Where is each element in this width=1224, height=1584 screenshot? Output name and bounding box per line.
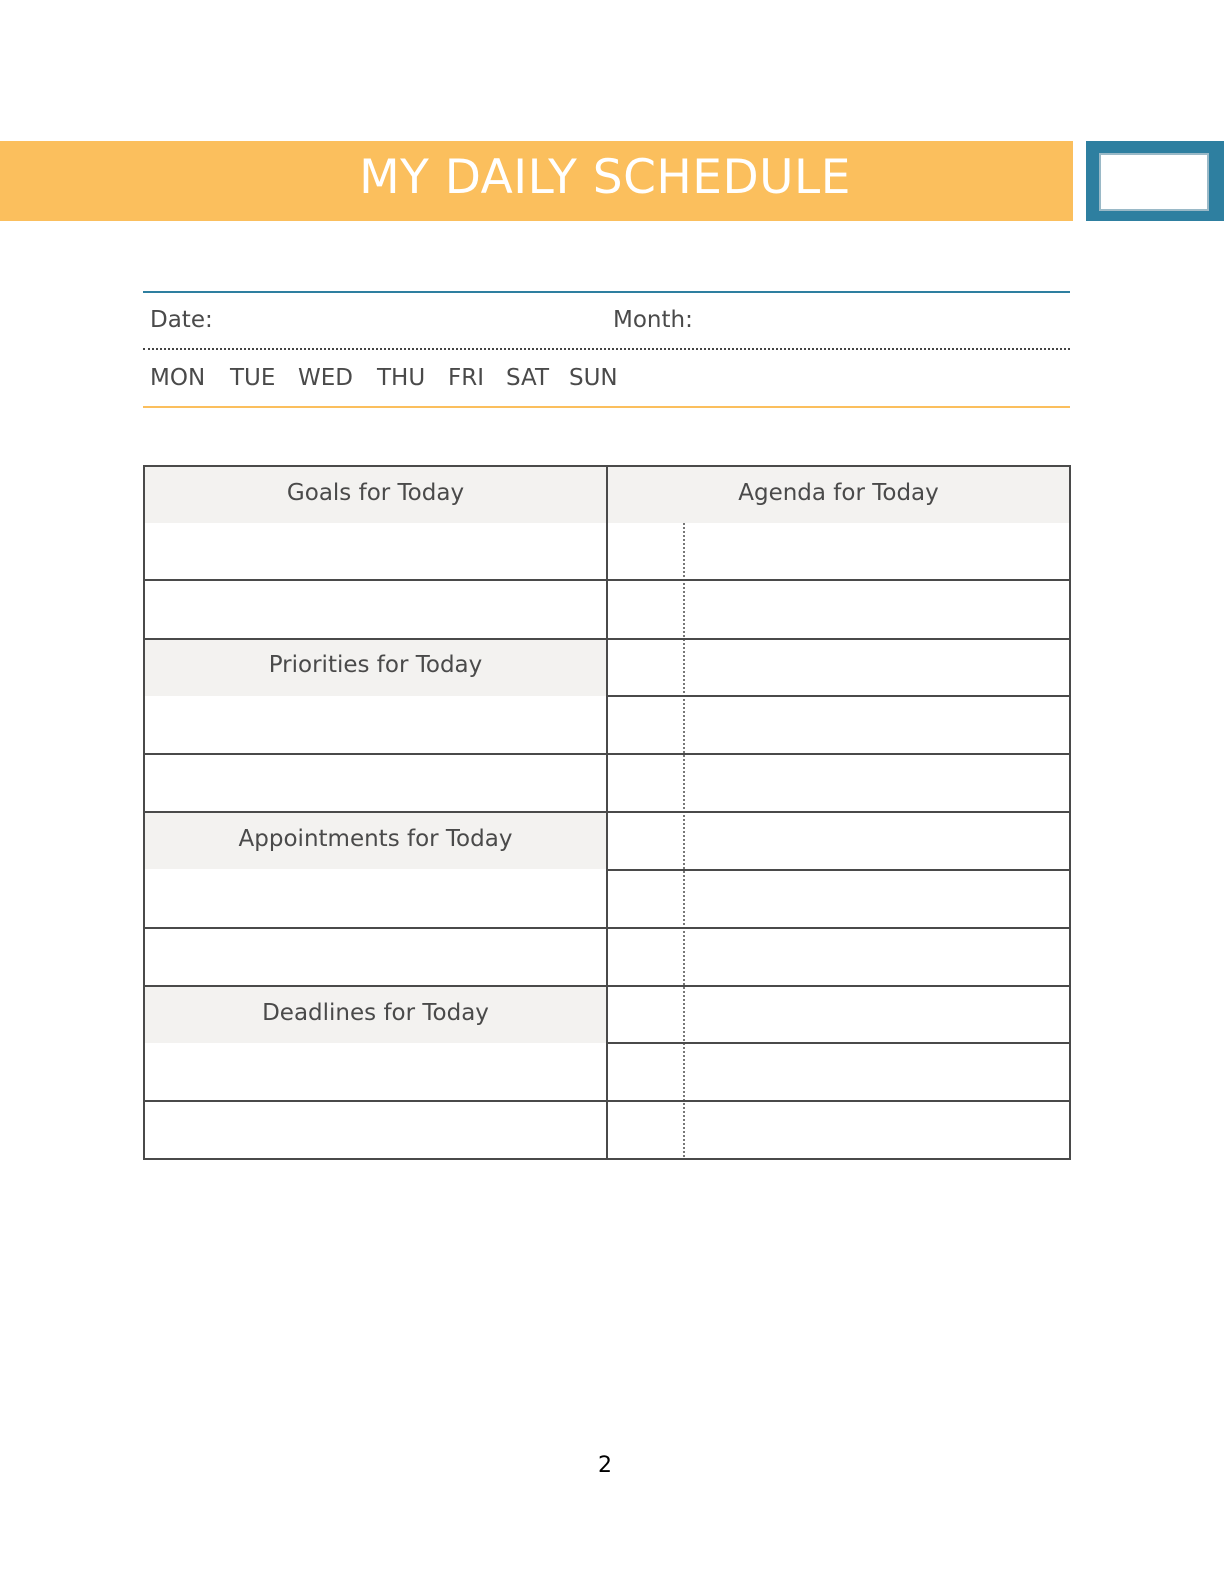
priorities-title: Priorities for Today (268, 652, 483, 678)
weekday-tue: TUE (230, 365, 276, 391)
weekday-sat: SAT (506, 365, 550, 391)
corner-tab (1086, 141, 1224, 221)
planner-grid (143, 465, 1071, 1160)
page-title: MY DAILY SCHEDULE (359, 150, 851, 205)
weekday-wed: WED (298, 365, 353, 391)
deadlines-title: Deadlines for Today (262, 1000, 489, 1026)
appointments-title: Appointments for Today (238, 826, 513, 852)
corner-tab-label-box (1099, 153, 1209, 211)
date-dotted-rule (143, 348, 1070, 350)
month-label: Month: (613, 307, 693, 333)
weekday-bottom-rule (143, 406, 1070, 408)
date-label: Date: (150, 307, 213, 333)
goals-title: Goals for Today (286, 480, 465, 506)
agenda-title: Agenda for Today (738, 480, 939, 506)
page-number: 2 (598, 1453, 612, 1478)
planner-grid-lines (143, 465, 1071, 1160)
weekday-sun: SUN (569, 365, 618, 391)
date-top-rule (143, 291, 1070, 293)
weekday-thu: THU (377, 365, 426, 391)
title-banner (0, 141, 1073, 221)
weekday-mon: MON (150, 365, 206, 391)
weekday-fri: FRI (448, 365, 484, 391)
